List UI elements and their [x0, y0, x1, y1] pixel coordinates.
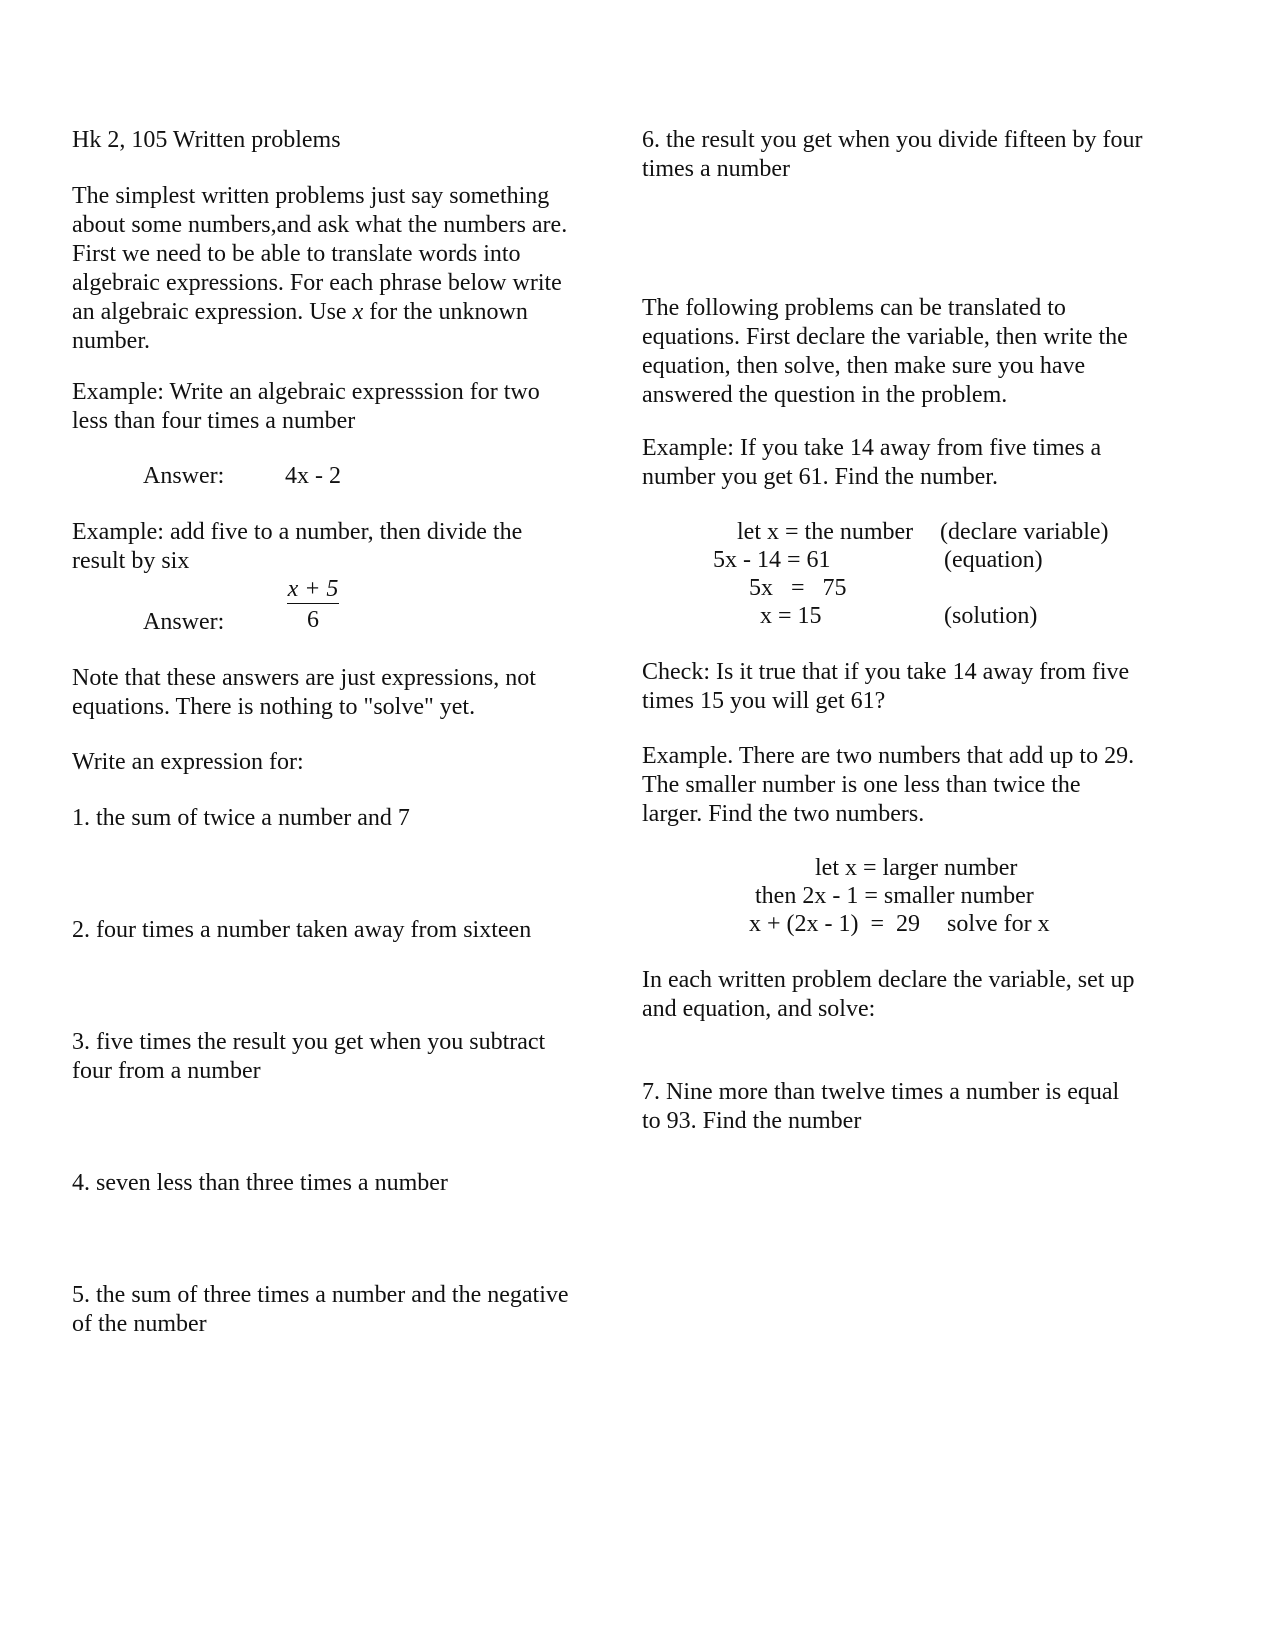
example-line: less than four times a number: [72, 408, 356, 434]
intro-line: algebraic expressions. For each phrase below write: [72, 270, 562, 296]
problem-1: 1. the sum of twice a number and 7: [72, 805, 410, 831]
intro-paragraph: [72, 182, 567, 356]
problem-line: times a number: [642, 156, 790, 182]
ex3-solution-note: (solution): [944, 603, 1038, 629]
check-line: Check: Is it true that if you take 14 away from five: [642, 659, 1130, 685]
problem-2: 2. four times a number taken away from sixteen: [72, 917, 532, 943]
ex4-let: let x = larger number: [815, 855, 1018, 881]
ex3-equation: 5x - 14 = 61: [713, 547, 831, 573]
intro-line: [72, 298, 567, 327]
problem-line: 7. Nine more than twelve times a number is equal: [642, 1079, 1120, 1105]
problem-line: 5. the sum of three times a number and the negative: [72, 1282, 569, 1308]
intro-line: about some numbers,and ask what the numbers are.: [72, 212, 568, 238]
example-line: The smaller number is one less than twice the: [642, 772, 1081, 798]
example-line: Example. There are two numbers that add up to 29.: [642, 743, 1135, 769]
intro-line: answered the question in the problem.: [642, 382, 1008, 408]
ex4-then: then 2x - 1 = smaller number: [755, 883, 1034, 909]
ex3-let: let x = the number: [737, 519, 914, 545]
answer-label: Answer:: [143, 609, 225, 635]
example-line: Example: If you take 14 away from five times a: [642, 435, 1102, 461]
problem-7: [642, 1078, 1119, 1136]
example-line: result by six: [72, 548, 190, 574]
intro-line: number.: [72, 328, 150, 354]
intro-line: equation, then solve, then make sure you have: [642, 353, 1086, 379]
problem-line: four from a number: [72, 1058, 261, 1084]
example-3: [642, 434, 1101, 492]
section-label: Write an expression for:: [72, 749, 304, 775]
fraction-numerator: x + 5: [287, 576, 339, 602]
equations-intro: [642, 294, 1128, 410]
problem-line: 6. the result you get when you divide fifteen by four: [642, 127, 1143, 153]
intro-line: The following problems can be translated to: [642, 295, 1066, 321]
instructions-line: In each written problem declare the variable, set up: [642, 967, 1135, 993]
ex3-let-note: (declare variable): [940, 519, 1109, 545]
fraction-denominator: 6: [307, 607, 319, 633]
example-4: [642, 742, 1134, 829]
intro-line: First we need to be able to translate words into: [72, 241, 521, 267]
intro-text: an algebraic expression. Use: [72, 299, 353, 325]
problem-line: of the number: [72, 1311, 207, 1337]
example-line: Example: add five to a number, then divide the: [72, 519, 523, 545]
ex4-solve-note: solve for x: [947, 911, 1050, 937]
problem-3: [72, 1028, 545, 1086]
ex3-equation-note: (equation): [944, 547, 1043, 573]
example-line: number you get 61. Find the number.: [642, 464, 998, 490]
intro-line: The simplest written problems just say something: [72, 183, 550, 209]
example-line: larger. Find the two numbers.: [642, 801, 925, 827]
problem-5: [72, 1281, 569, 1339]
page-title: Hk 2, 105 Written problems: [72, 127, 341, 153]
ex3-solution: x = 15: [760, 603, 822, 629]
instructions-paragraph: [642, 966, 1134, 1024]
example-1: [72, 378, 540, 436]
note-paragraph: [72, 664, 536, 722]
answer-value: 4x - 2: [285, 463, 341, 489]
intro-line: equations. First declare the variable, then write the: [642, 324, 1128, 350]
example-2: [72, 518, 522, 576]
answer-fraction: [287, 575, 339, 636]
note-line: Note that these answers are just expressions, not: [72, 665, 536, 691]
ex4-equation: x + (2x - 1) = 29: [749, 911, 921, 937]
problem-6: [642, 126, 1143, 184]
check-paragraph: [642, 658, 1129, 716]
check-line: times 15 you will get 61?: [642, 688, 886, 714]
note-line: equations. There is nothing to "solve" yet.: [72, 694, 476, 720]
answer-label: Answer:: [143, 463, 225, 489]
instructions-line: and equation, and solve:: [642, 996, 876, 1022]
problem-line: 3. five times the result you get when you subtract: [72, 1029, 546, 1055]
ex3-step: 5x = 75: [749, 575, 847, 601]
problem-line: to 93. Find the number: [642, 1108, 862, 1134]
intro-text: for the unknown: [363, 299, 528, 325]
problem-4: 4. seven less than three times a number: [72, 1170, 448, 1196]
example-line: Example: Write an algebraic expresssion for two: [72, 379, 540, 405]
variable-x: x: [352, 299, 364, 325]
